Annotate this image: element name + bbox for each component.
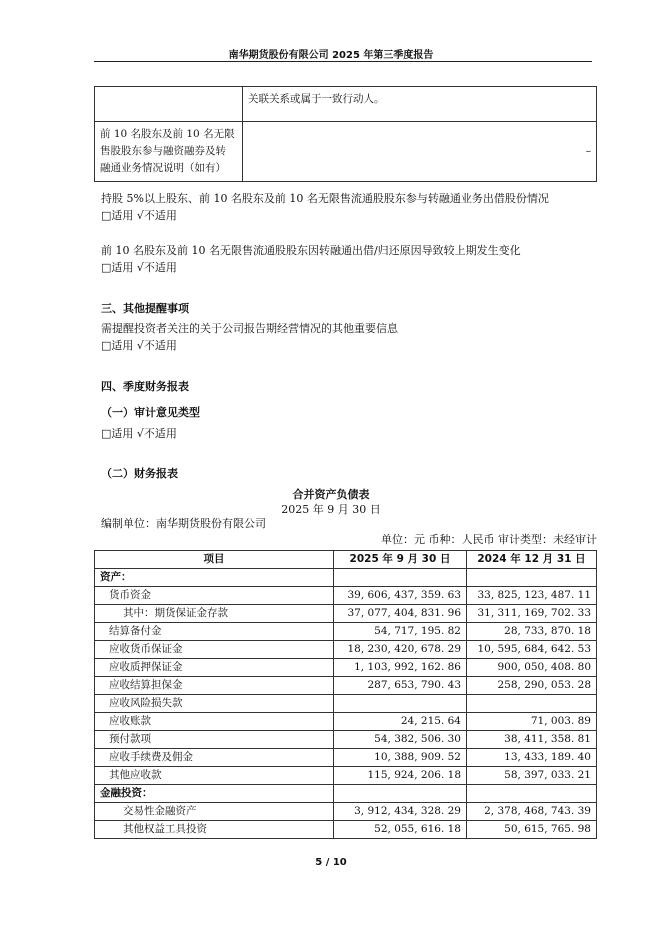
table-cell: – (243, 122, 597, 182)
cell-current: 10, 388, 909. 52 (334, 749, 467, 767)
column-header: 2025 年 9 月 30 日 (334, 551, 467, 569)
row-label: 应收质押保证金 (95, 659, 334, 677)
cell-current (334, 569, 467, 587)
row-label: 货币资金 (95, 587, 334, 605)
row-label: 应收账款 (95, 713, 334, 731)
table-row (95, 749, 597, 767)
table-row (95, 87, 597, 122)
table-row (95, 713, 597, 731)
cell-current: 52, 055, 616. 18 (334, 821, 467, 839)
reminder-text: 需提醒投资者关注的关于公司报告期经营情况的其他重要信息 (101, 322, 398, 335)
cell-prior (467, 695, 597, 713)
statement-date: 2025 年 9 月 30 日 (281, 503, 381, 516)
table-row (95, 587, 597, 605)
row-label: 其他权益工具投资 (95, 821, 334, 839)
row-label: 金融投资： (95, 785, 334, 803)
table-row (95, 767, 597, 785)
cell-current (334, 785, 467, 803)
cell-prior: 13, 433, 189. 40 (467, 749, 597, 767)
row-label: 其他应收款 (95, 767, 334, 785)
cell-prior: 31, 311, 169, 702. 33 (467, 605, 597, 623)
cell-prior: 2, 378, 468, 743. 39 (467, 803, 597, 821)
note-label-line: 前 10 名股东及前 10 名无限 (100, 128, 235, 140)
cell-current: 54, 717, 195. 82 (334, 623, 467, 641)
cell-current: 1, 103, 992, 162. 86 (334, 659, 467, 677)
refinancing-change-text: 前 10 名股东及前 10 名无限售流通股股东因转融通出借/归还原因导致较上期发生变化 (101, 244, 521, 257)
cell-prior (467, 569, 597, 587)
page-number: 5 / 10 (315, 857, 347, 868)
table-row (95, 659, 597, 677)
cell-prior: 38, 411, 358. 81 (467, 731, 597, 749)
row-label: 预付款项 (95, 731, 334, 749)
margin-lending-option: □适用 √不适用 (101, 209, 177, 222)
audit-option: □适用 √不适用 (101, 427, 177, 440)
table-row (95, 731, 597, 749)
row-label: 应收风险损失款 (95, 695, 334, 713)
statement-title: 合并资产负债表 (292, 488, 370, 501)
table-cell (95, 87, 243, 122)
table-cell: 关联关系或属于一致行动人。 (243, 87, 597, 122)
row-label: 资产： (95, 569, 334, 587)
section-heading: 三、其他提醒事项 (101, 302, 189, 315)
section-heading: 四、季度财务报表 (101, 380, 189, 393)
table-row (95, 695, 597, 713)
table-row (95, 605, 597, 623)
table-row (95, 677, 597, 695)
cell-current: 18, 230, 420, 678. 29 (334, 641, 467, 659)
cell-prior: 900, 050, 408. 80 (467, 659, 597, 677)
table-cell (95, 122, 243, 182)
cell-current (334, 695, 467, 713)
unit-info: 单位：元 币种：人民币 审计类型：未经审计 (381, 533, 597, 546)
cell-current: 287, 653, 790. 43 (334, 677, 467, 695)
subsection-heading: （一）审计意见类型 (101, 406, 200, 419)
column-header: 项目 (95, 551, 334, 569)
table-row (95, 785, 597, 803)
header-divider (94, 61, 592, 62)
cell-prior: 28, 733, 870. 18 (467, 623, 597, 641)
subsection-heading: （二）财务报表 (101, 467, 178, 480)
cell-current: 37, 077, 404, 831. 96 (334, 605, 467, 623)
table-row (95, 122, 597, 182)
note-label-line: 融通业务情况说明（如有） (100, 162, 226, 174)
row-label: 其中：期货保证金存款 (95, 605, 334, 623)
cell-prior: 10, 595, 684, 642. 53 (467, 641, 597, 659)
table-row (95, 623, 597, 641)
row-label: 应收手续费及佣金 (95, 749, 334, 767)
table-row (95, 821, 597, 839)
cell-prior (467, 785, 597, 803)
row-label: 结算备付金 (95, 623, 334, 641)
margin-lending-text: 持股 5%以上股东、前 10 名股东及前 10 名无限售流通股股东参与转融通业务出借股份情况 (101, 192, 549, 205)
refinancing-change-option: □适用 √不适用 (101, 261, 177, 274)
column-header: 2024 年 12 月 31 日 (467, 551, 597, 569)
cell-current: 54, 382, 506. 30 (334, 731, 467, 749)
balance-sheet-table (94, 550, 597, 839)
cell-prior: 58, 397, 033. 21 (467, 767, 597, 785)
reminder-option: □适用 √不适用 (101, 339, 177, 352)
table-row (95, 569, 597, 587)
table-header-row (95, 551, 597, 569)
table-row (95, 641, 597, 659)
shareholder-note-table (94, 86, 597, 182)
cell-current: 115, 924, 206. 18 (334, 767, 467, 785)
cell-prior: 258, 290, 053. 28 (467, 677, 597, 695)
cell-current: 39, 606, 437, 359. 63 (334, 587, 467, 605)
cell-prior: 50, 615, 765. 98 (467, 821, 597, 839)
note-label-line: 售股股东参与融资融券及转 (100, 145, 226, 157)
cell-prior: 33, 825, 123, 487. 11 (467, 587, 597, 605)
table-row (95, 803, 597, 821)
row-label: 应收货币保证金 (95, 641, 334, 659)
row-label: 应收结算担保金 (95, 677, 334, 695)
page-header: 南华期货股份有限公司 2025 年第三季度报告 (228, 50, 434, 61)
cell-current: 24, 215. 64 (334, 713, 467, 731)
cell-prior: 71, 003. 89 (467, 713, 597, 731)
cell-current: 3, 912, 434, 328. 29 (334, 803, 467, 821)
row-label: 交易性金融资产 (95, 803, 334, 821)
preparer: 编制单位：南华期货股份有限公司 (101, 517, 266, 530)
